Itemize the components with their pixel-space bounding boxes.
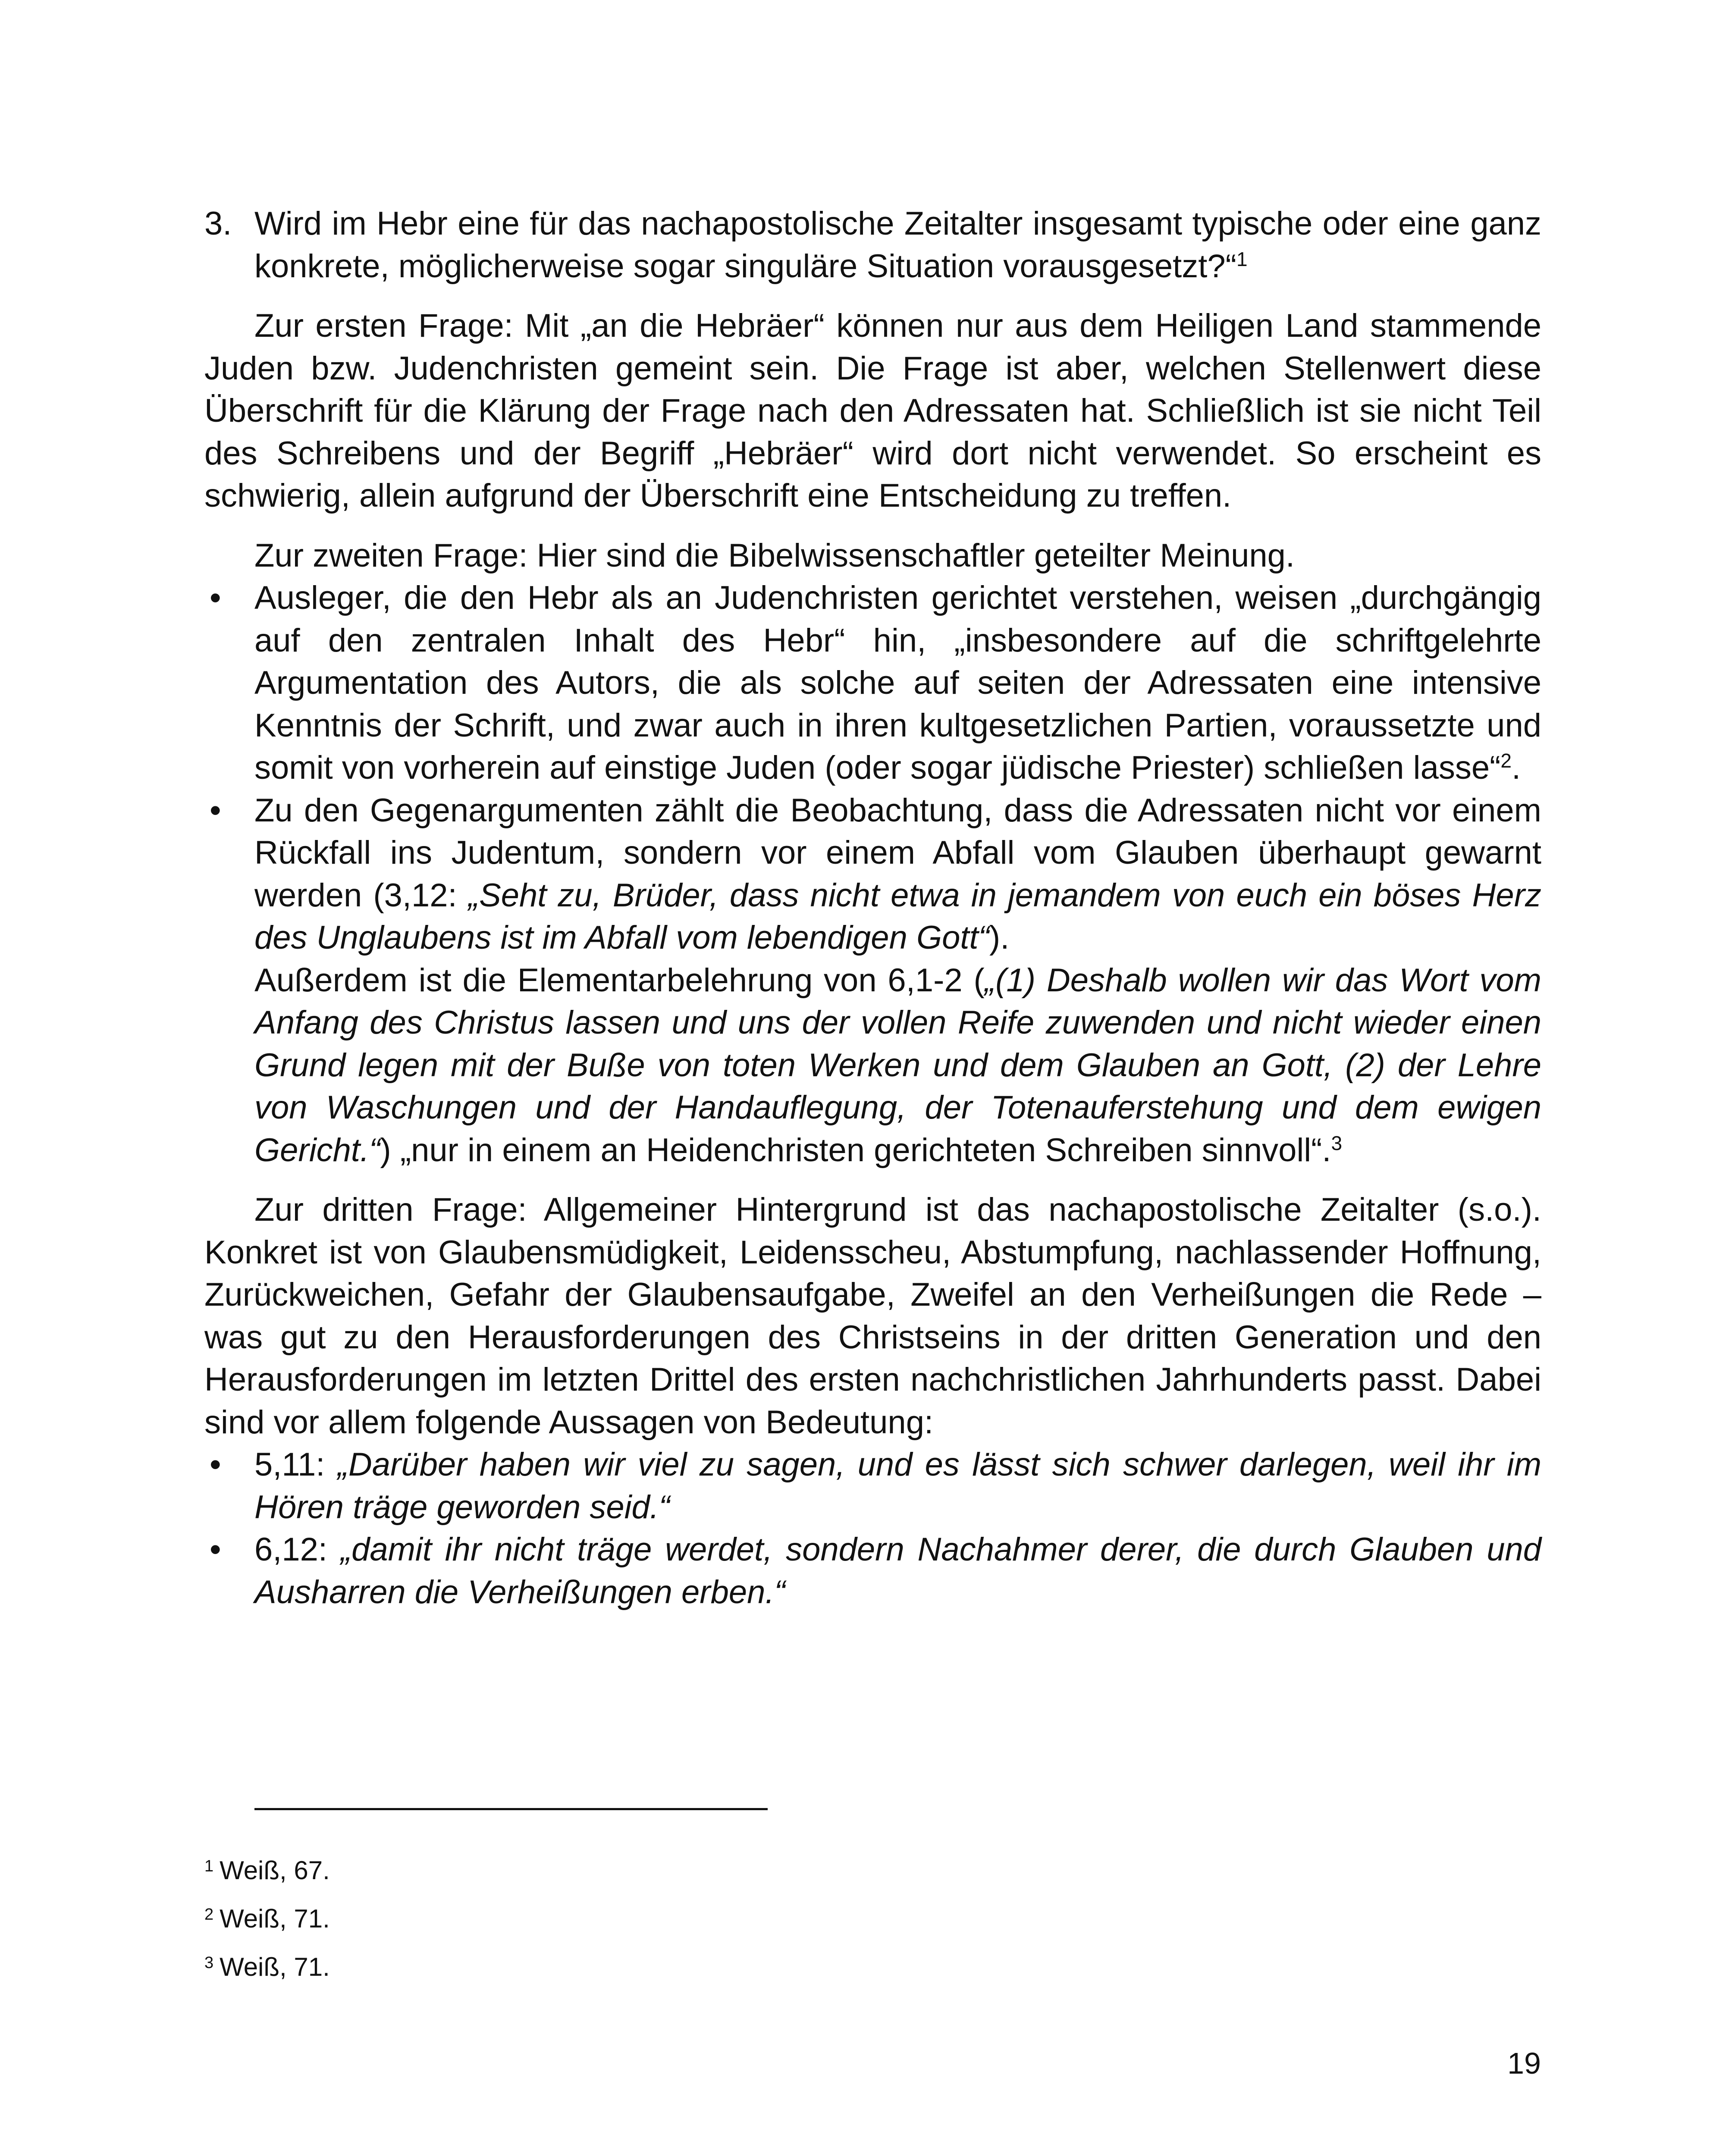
paragraph-third-question: Zur dritten Frage: Allgemeiner Hintergrund ist das nachapostolische Zeitalter (s.o.). Konkret ist von Glaubensmüdigkeit, Leidensscheu, Abstumpfung, nachlassender Hoffnung, Zurückweichen, Gefahr der Glaubensaufgabe, Zweifel an den Verheißungen die Rede – was gut zu den Herausforderungen des Christseins in der dritten Generation und den Herausforderungen im letzten Drittel des ersten nachchristlichen Jahrhunderts passt. Dabei sind vor allem folgende Aussagen von Bedeutung: (204, 1191, 1541, 1441)
bullet-4-ref: 6,12: (254, 1531, 341, 1568)
item-3-text: Wird im Hebr eine für das nachapostolische Zeitalter insgesamt typische oder eine ganz konkrete, möglicherweise sogar singuläre Situation vorausgesetzt?“ (254, 205, 1541, 285)
footnote-3 (204, 1952, 330, 1982)
paragraph-first-question: Zur ersten Frage: Mit „an die Hebräer“ können nur aus dem Heiligen Land stammende Juden bzw. Judenchristen gemeint sein. Die Frage ist aber, welchen Stellenwert diese Überschrift für die Klärung der Frage nach den Adressaten hat. Schließlich ist sie nicht Teil des Schreibens und der Begriff „Hebräer“ wird dort nicht verwendet. So erscheint es schwierig, allein aufgrund der Überschrift eine Entscheidung zu treffen. (204, 307, 1541, 514)
page-number: 19 (1507, 2046, 1541, 2080)
footnote-text: Weiß, 71. (220, 1904, 330, 1933)
footnote-1 (204, 1855, 330, 1886)
footnote-text: Weiß, 71. (220, 1952, 330, 1981)
bullet-marker: • (210, 1446, 221, 1483)
bullet-2-text: Zu den Gegenargumenten zählt die Beobachtung, dass die Adressaten nicht vor einem Rückfall ins Judentum, sondern vor einem Abfall vom Glauben überhaupt gewarnt werden (3,12: (254, 792, 1541, 914)
footnote-number: 3 (204, 1954, 214, 1972)
footnote-ref-1: 1 (1236, 248, 1248, 270)
bullet-2-text-end: ). (989, 919, 1010, 956)
bullet-item-4 (204, 1529, 1541, 1614)
bullet-marker: • (210, 792, 221, 829)
bullet-1-end: . (1512, 749, 1521, 786)
item-number: 3. (204, 205, 232, 242)
bullet-3-ref: 5,11: (254, 1446, 338, 1483)
bullet-2-cont-text: Außerdem ist die Elementarbelehrung von 6,1-2 ( (254, 962, 985, 999)
bible-quote-3-12: „Seht zu, Brüder, dass nicht etwa in jemandem von euch ein böses Herz des Unglaubens ist im Abfall vom lebendigen Gott“ (254, 877, 1541, 956)
footnote-2 (204, 1904, 330, 1934)
footnote-ref-2: 2 (1500, 749, 1512, 772)
bullet-marker: • (210, 1531, 221, 1568)
bullet-2-first-part (254, 790, 1541, 959)
bullet-item-3 (204, 1444, 1541, 1529)
bullet-2-cont-end: ) „nur in einem an Heidenchristen gerichteten Schreiben sinnvoll“. (380, 1131, 1331, 1169)
bullet-2-continuation (254, 959, 1541, 1172)
bible-quote-6-1-2: „(1) Deshalb wollen wir das Wort vom Anfang des Christus lassen und uns der vollen Reife zuwenden und nicht wieder einen Grund legen mit der Buße von toten Werken und dem Glauben an Gott, (2) der Lehre von Waschungen und der Handauflegung, der Totenauferstehung und dem ewigen Gericht.“ (254, 962, 1541, 1169)
bullet-item-2 (204, 790, 1541, 1172)
bullet-marker: • (210, 580, 221, 616)
main-text (204, 203, 1541, 1614)
footnote-separator (254, 1808, 768, 1810)
numbered-item-3 (204, 203, 1541, 288)
footnote-text: Weiß, 67. (220, 1856, 330, 1885)
bible-quote-6-12: „damit ihr nicht träge werdet, sondern Nachahmer derer, die durch Glauben und Ausharren die Verheißungen erben.“ (254, 1531, 1541, 1611)
bullet-item-1 (204, 577, 1541, 790)
footnote-ref-3: 3 (1331, 1131, 1343, 1154)
bible-quote-5-11: „Darüber haben wir viel zu sagen, und es lässt sich schwer darlegen, weil ihr im Hören träge geworden seid.“ (254, 1446, 1542, 1526)
footnote-number: 2 (204, 1905, 214, 1924)
footnote-number: 1 (204, 1857, 214, 1875)
bullet-1-text: Ausleger, die den Hebr als an Judenchristen gerichtet verstehen, weisen „durchgängig auf den zentralen Inhalt des Hebr“ hin, „insbesondere auf die schriftgelehrte Argumentation des Autors, die als solche auf seiten der Adressaten eine intensive Kenntnis der Schrift, und zwar auch in ihren kultgesetzlichen Partien, voraussetzte und somit von vorherein auf einstige Juden (oder sogar jüdische Priester) schließen lasse“ (254, 580, 1541, 786)
paragraph-second-question: Zur zweiten Frage: Hier sind die Bibelwissenschaftler geteilter Meinung. (254, 537, 1295, 574)
